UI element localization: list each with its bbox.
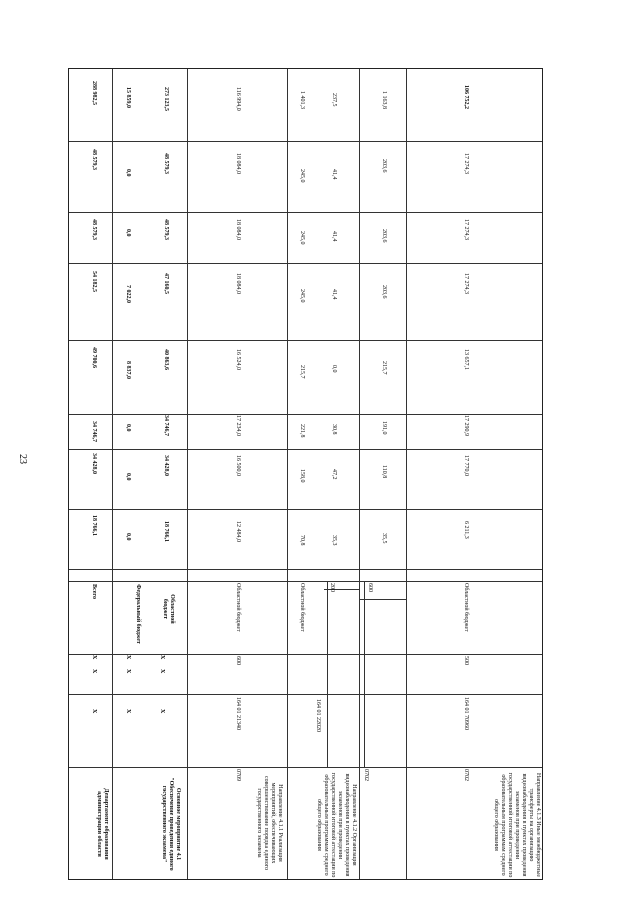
r5-2015: 17 770,0	[463, 455, 469, 476]
r4a-2019: 41,4	[331, 231, 337, 242]
r1-2014: 0,0	[125, 533, 131, 541]
r2-2018: 47 160,5	[163, 273, 169, 294]
r4b-2018: 203,6	[381, 285, 387, 299]
r5-2020: 17 274,3	[463, 153, 469, 174]
r4a-total: 237,5	[331, 93, 337, 107]
r3-code: 0709	[235, 769, 241, 781]
r1-2017: 8 837,0	[125, 361, 131, 379]
r4-source: Областной бюджет	[299, 583, 305, 632]
r4a-2015: 47,2	[331, 469, 337, 480]
header-2020: 48 579,3	[91, 149, 97, 170]
r4-2019: 245,0	[299, 231, 305, 245]
r4-2014: 70,8	[299, 535, 305, 546]
r5-code: 0702	[463, 769, 469, 781]
r4-2015: 158,0	[299, 469, 305, 483]
r2-vr: Х	[159, 655, 165, 660]
r1-2018: 7 022,0	[125, 285, 131, 303]
r4-2016: 221,8	[299, 424, 305, 438]
r5-csr: 164 01 70960	[463, 697, 469, 730]
r1-vr: Х	[125, 655, 131, 660]
page-number: 23	[17, 454, 28, 464]
r2-2015: 34 428,0	[163, 455, 169, 476]
r2-2019: 48 579,3	[163, 219, 169, 240]
r1-code: Х	[125, 709, 131, 714]
r4b-2020: 203,6	[381, 159, 387, 173]
r4a-vr: 200	[329, 583, 335, 592]
header-2016: 34 746,7	[91, 421, 97, 442]
r4-label: Направление 4.1.2 Организация видеонаблюдения в пунктах проведения экзаменов при проведении государственной итоговой аттестации по образовательным программам среднего общего образования	[316, 772, 357, 878]
r5-vr: 500	[463, 656, 469, 665]
r4-total: 1 401,3	[299, 91, 305, 109]
r4a-2016: 30,8	[331, 424, 337, 435]
r5-2016: 17 290,9	[463, 415, 469, 436]
r4-2018: 245,0	[299, 289, 305, 303]
r3-2016: 17 234,0	[235, 415, 241, 436]
r4b-vr: 600	[367, 583, 373, 592]
r5-2014: 6 211,3	[463, 521, 469, 539]
r4-code: 0702	[363, 769, 369, 781]
r5-source: Областной бюджет	[463, 583, 469, 632]
r4a-2014: 35,3	[331, 535, 337, 546]
r1-csr: Х	[125, 669, 131, 674]
r1-2020: 0,0	[125, 169, 131, 177]
header-total-label: Всего	[91, 584, 97, 599]
r3-2019: 18 084,0	[235, 219, 241, 240]
r3-label: Направление 4.1.1 Реализация мероприятий, обеспечивающих совершенствование порядка единого государственного экзамена	[256, 775, 283, 871]
r4-csr: 164 01 22020	[315, 699, 321, 732]
r4a-2020: 41,4	[331, 169, 337, 180]
r4a-2017: 0,0	[331, 365, 337, 373]
r3-2017: 16 524,0	[235, 349, 241, 370]
r4a-2018: 41,4	[331, 289, 337, 300]
header-total-sum: 288 982,5	[91, 81, 97, 105]
r3-2014: 12 484,0	[235, 521, 241, 542]
r1-2019: 0,0	[125, 229, 131, 237]
r1-2015: 0,0	[125, 473, 131, 481]
r5-2019: 17 274,3	[463, 219, 469, 240]
r3-2020: 18 084,0	[235, 153, 241, 174]
header-code: Х	[91, 709, 97, 714]
r2-2014: 18 766,1	[163, 521, 169, 542]
r5-2018: 17 274,3	[463, 273, 469, 294]
r4-2017: 215,7	[299, 365, 305, 379]
r3-csr: 164 01 21340	[235, 697, 241, 730]
r3-2015: 16 500,0	[235, 455, 241, 476]
main-activity-label: Основное мероприятие 4.1 "Обеспечение проведения единого государственного экзамена"	[161, 777, 181, 871]
r3-source: Областной бюджет	[235, 583, 241, 632]
header-csr: Х	[91, 669, 97, 674]
header-dept: Департамент образования администрации области	[96, 788, 109, 860]
r4b-2014: 35,5	[381, 533, 387, 544]
r5-label: Направление 4.1.3 Иные межбюджетные трансферты на организацию видеонаблюдения в пунктах проведения экзаменов при проведении государственной итоговой аттестации по образовательным программам среднего общего образования	[493, 772, 541, 878]
r4b-2017: 215,7	[381, 361, 387, 375]
r2-2020: 48 579,3	[163, 153, 169, 174]
r1-2016: 0,0	[125, 424, 131, 432]
header-2014: 18 766,1	[91, 515, 97, 536]
header-2019: 48 579,3	[91, 219, 97, 240]
header-2017: 49 700,6	[91, 347, 97, 368]
r2-total: 273 123,5	[163, 87, 169, 111]
header-2015: 34 428,0	[91, 453, 97, 474]
r4b-total: 1 163,8	[381, 91, 387, 109]
r2-code: Х	[159, 709, 165, 714]
r4b-2019: 203,6	[381, 229, 387, 243]
r4b-2015: 110,8	[381, 465, 387, 479]
r3-2018: 18 084,0	[235, 273, 241, 294]
r2-2016: 34 746,7	[163, 415, 169, 436]
r2-csr: Х	[159, 669, 165, 674]
r2-2017: 40 863,6	[163, 349, 169, 370]
budget-table	[68, 68, 543, 880]
r3-vr: 600	[235, 656, 241, 665]
r1-source: Федеральный бюджет	[135, 584, 141, 644]
header-2018: 54 182,5	[91, 271, 97, 292]
r2-source: Областной бюджет	[162, 594, 175, 624]
r5-total: 106 752,2	[463, 85, 469, 109]
r4-2020: 245,0	[299, 169, 305, 183]
r4b-2016: 191,0	[381, 421, 387, 435]
r1-total: 15 859,0	[125, 87, 131, 108]
header-vr: Х	[91, 655, 97, 660]
r5-2017: 13 657,1	[463, 349, 469, 370]
r3-total: 116 994,0	[235, 87, 241, 111]
